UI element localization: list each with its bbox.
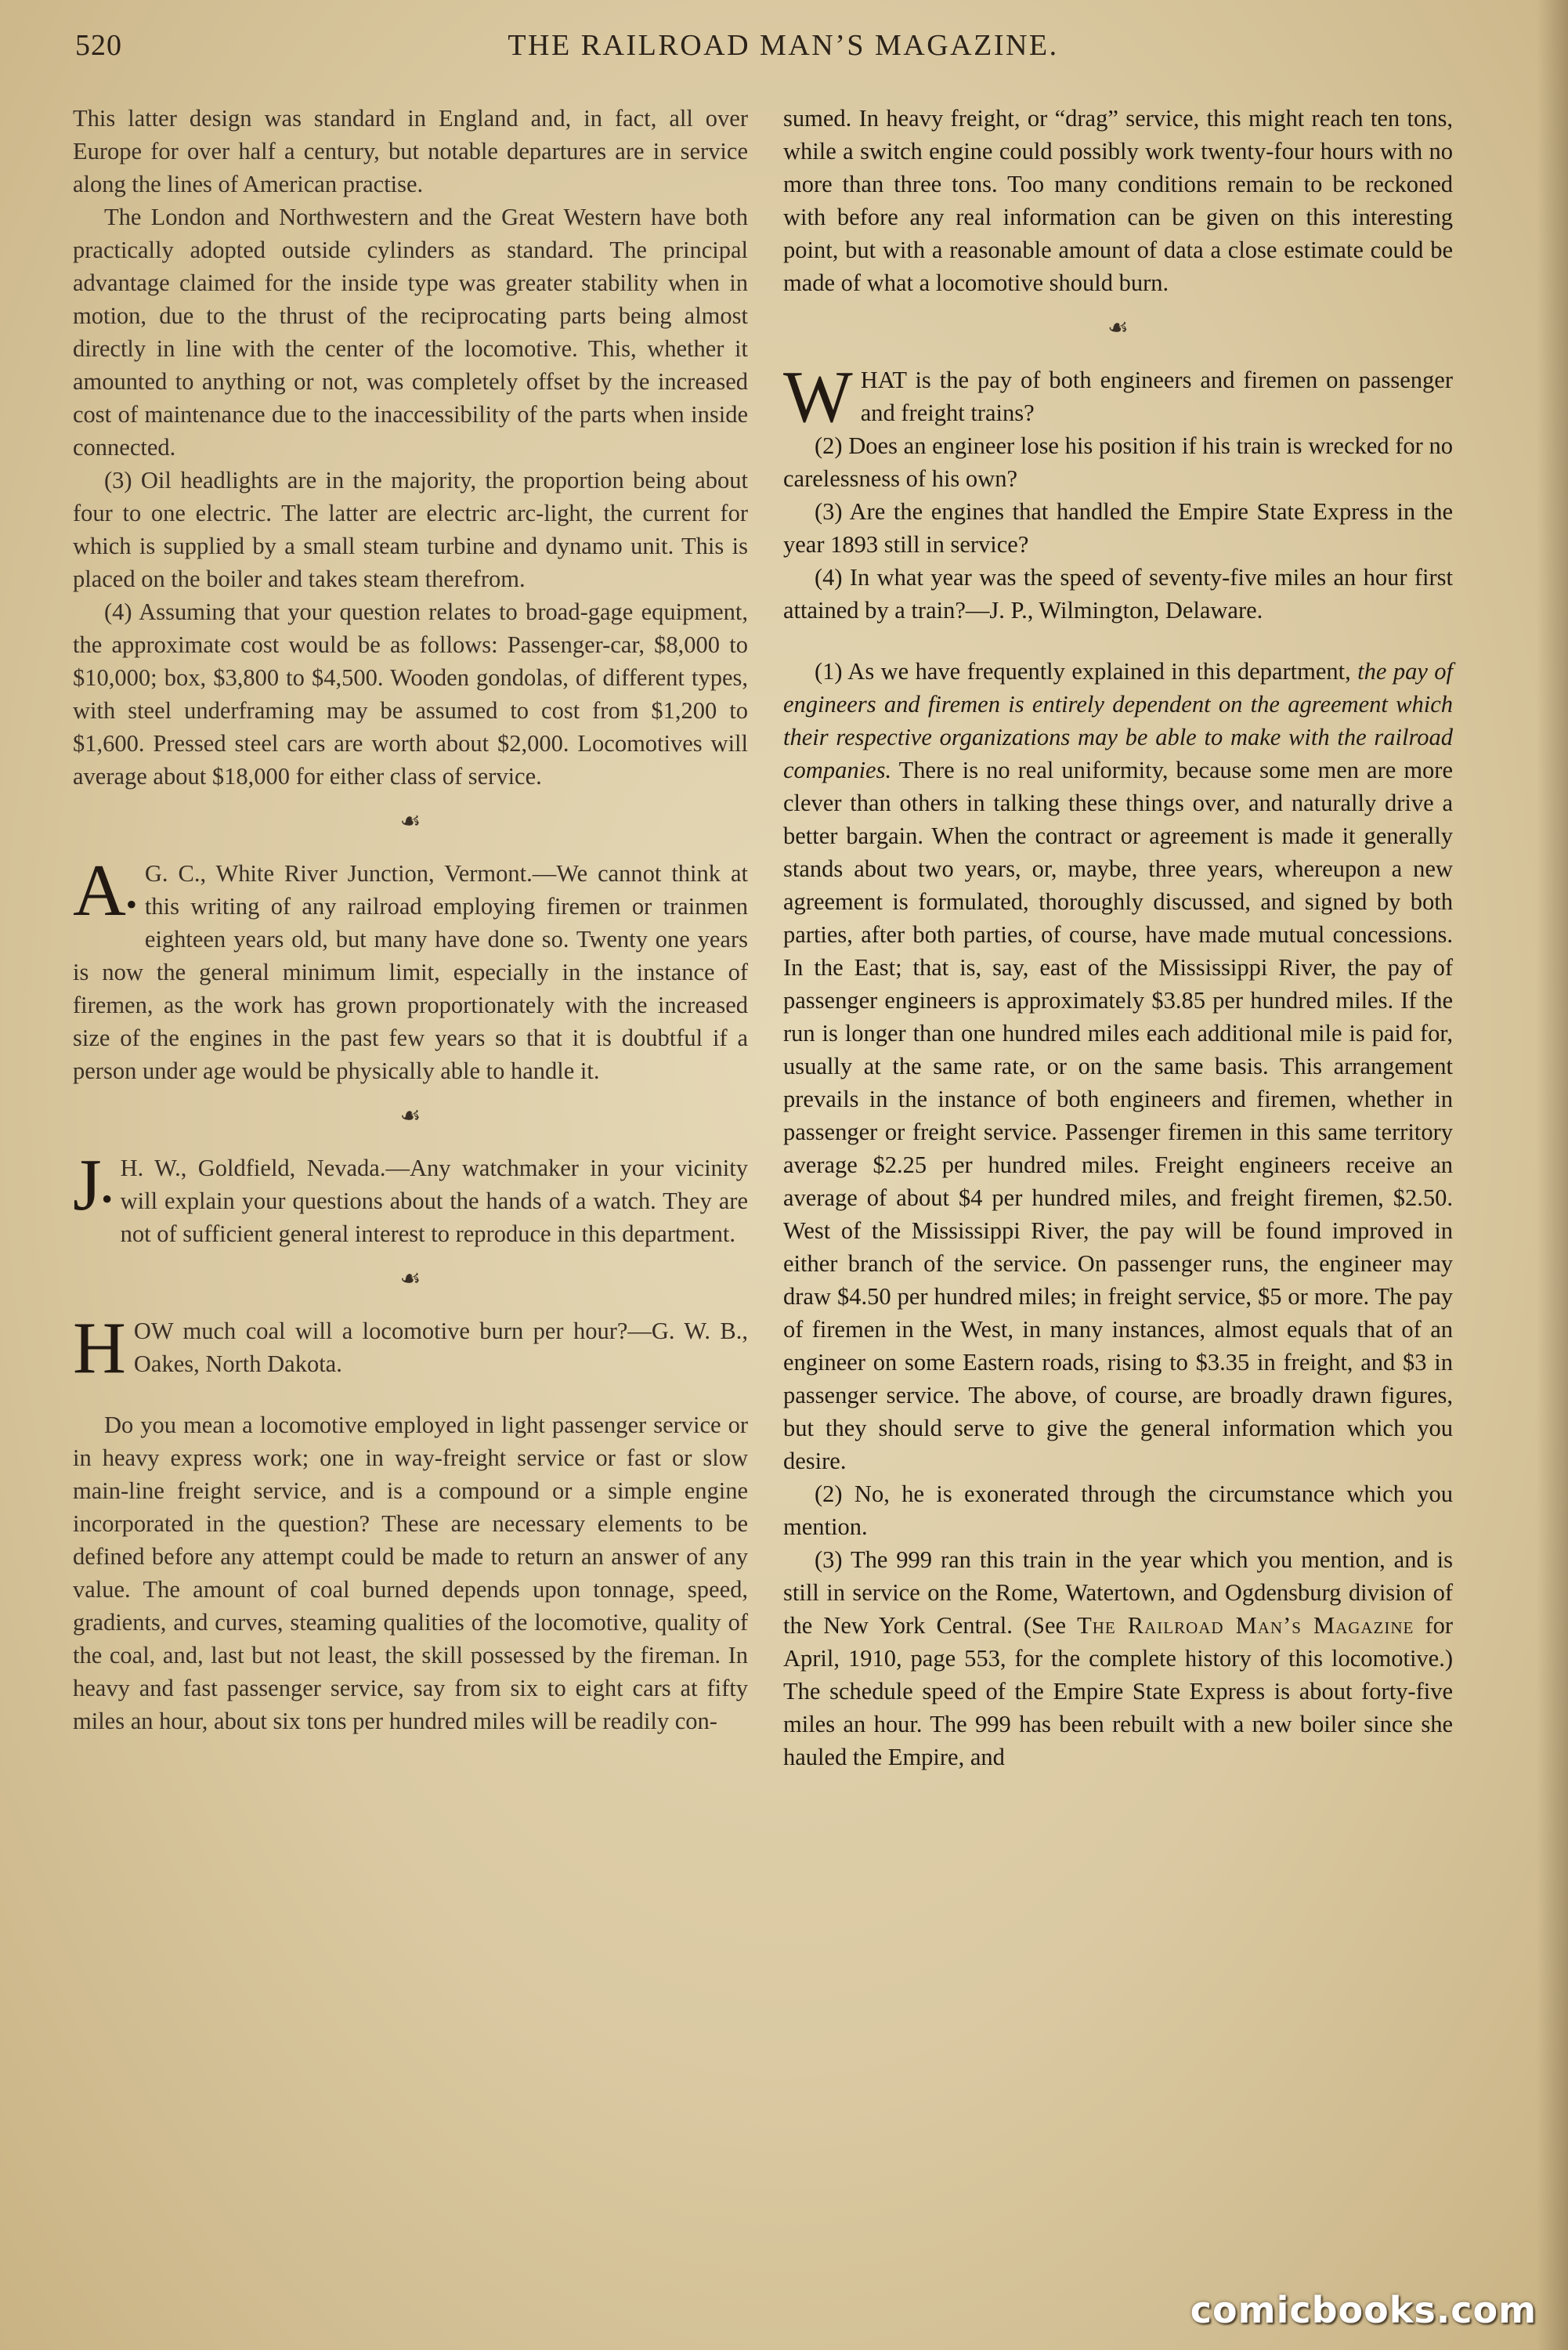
question-coal-text: OW much coal will a locomotive burn per hour?—G. W. B., Oakes, North Dakota. xyxy=(133,1318,748,1377)
answer-1-italic: the pay of engineers and firemen is entirely dependent on the agreement which their respective organizations may be able to make with the railroad companies. xyxy=(783,658,1453,783)
paragraph: The London and Northwestern and the Great Western have both practically adopted outside cylinders as standard. The principal advantage claimed for the inside type was greater stability when in motion, due to the thrust of the reciprocating parts being almost directly in line with the center of the locomotive. This, whether it amounted to anything or not, was completely offset by the increased cost of maintenance due to the inaccessibility of the parts when inside connected. xyxy=(73,204,748,461)
question-4: (4) In what year was the speed of seventy-five miles an hour first attained by a train?—J. P., Wilmington, Delaware. xyxy=(783,564,1453,624)
letter-jhw-text: H. W., Goldfield, Nevada.—Any watchmaker in your vicinity will explain your questions about the hands of a watch. They are not of sufficient general interest to reproduce in this department. xyxy=(120,1155,748,1247)
drop-cap: J• xyxy=(73,1144,113,1226)
drop-cap: H xyxy=(73,1307,126,1389)
page-number: 520 xyxy=(75,29,122,62)
question-pay-text: HAT is the pay of both engineers and firemen on passenger and freight trains? xyxy=(860,367,1453,426)
section-ornament: ☙ xyxy=(399,1266,421,1292)
page-fold-shadow xyxy=(1537,0,1568,2350)
answer-1: (1) As we have frequently explained in this department, the pay of engineers and firemen is entirely dependent on the agreement which their respective organizations may be able to make with the railroad companies. There is no real uniformity, because some men are more clever than others in talking these things over, and naturally drive a better bargain. When the contract or agreement is made it generally stands about two years, or, maybe, three years, whereupon a new agreement is formulated, thoroughly discussed, and signed by both parties, after both parties, of course, have made mutual concessions. In the East; that is, say, east of the Mississippi River, the pay of passenger engineers is approximately $3.85 per hundred miles. If the run is longer than one hundred miles each additional mile is paid for, usually at the same rate, or on the same basis. This arrangement prevails in the instance of both engineers and firemen, whether in passenger or freight service. Passenger firemen in this same territory average $2.25 per hundred miles. Freight engineers receive an average of about $4 per hundred miles, and freight firemen, $2.50. West of the Mississippi River, the pay will be found improved in either branch of the service. On passenger runs, the engineer may draw $4.50 per hundred miles; in freight service, $5 or more. The pay of firemen in the West, in many instances, almost equals that of an engineer on some Eastern roads, rising to $3.35 in freight, and $3 in passenger service. The above, of course, are broadly drawn figures, but they should serve to give the general information which you desire. xyxy=(783,658,1453,1474)
drop-cap: A• xyxy=(73,850,137,931)
drop-cap: W xyxy=(783,356,853,438)
paragraph: (3) Oil headlights are in the majority, the proportion being about four to one electric. The latter are electric arc-light, the current for which is supplied by a small steam turbine and dynamo unit. This is placed on the boiler and takes steam therefrom. xyxy=(73,467,748,592)
section-ornament: ☙ xyxy=(399,808,421,834)
answer-2: (2) No, he is exonerated through the circumstance which you mention. xyxy=(783,1480,1453,1540)
question-2: (2) Does an engineer lose his position if his train is wrecked for no carelessness of his own? xyxy=(783,432,1453,492)
answer-coal: Do you mean a locomotive employed in light passenger service or in heavy express work; one in way-freight service or fast or slow main-line freight service, and is a compound or a simple engine incorporated in the question? These are necessary elements to be defined before any attempt could be made to return an answer of any value. The amount of coal burned depends upon tonnage, speed, gradients, and curves, steaming qualities of the locomotive, quality of the coal, and, last but not least, the skill possessed by the fireman. In heavy and fast passenger service, say from six to eight cars at fifty miles an hour, about six tons per hundred miles will be readily con- xyxy=(73,1412,748,1734)
letter-agc xyxy=(73,850,748,1087)
question-pay xyxy=(783,356,1453,438)
question-3: (3) Are the engines that handled the Empire State Express in the year 1893 still in service? xyxy=(783,498,1453,558)
letter-agc-text: G. C., White River Junction, Vermont.—We cannot think at this writing of any railroad employing firemen or trainmen eighteen years old, but many have done so. Twenty one years is now the general minimum limit, especially in the instance of firemen, as the work has grown proportionately with the increased size of the engines in the past few years so that it is doubtful if a person under age would be physically able to handle it. xyxy=(73,860,748,1084)
magazine-name: The Railroad Man’s Magazine xyxy=(1077,1612,1414,1639)
left-column xyxy=(73,102,748,1737)
letter-jhw xyxy=(73,1144,748,1250)
paragraph: (4) Assuming that your question relates to broad-gage equipment, the approximate cost would be as follows: Passenger-car, $8,000 to $10,000; box, $3,800 to $4,500. Wooden gondolas, of different types, with steel underframing may be assumed to cost from $1,200 to $1,600. Pressed steel cars are worth about $2,000. Locomotives will average about $18,000 for either class of service. xyxy=(73,598,748,790)
answer-3: (3) The 999 ran this train in the year which you mention, and is still in service on the Rome, Watertown, and Ogdensburg division of the New York Central. (See The Railroad Man’s Magazine for April, 1910, page 553, for the complete history of this locomotive.) The schedule speed of the Empire State Express is about forty-five miles an hour. The 999 has been rebuilt with a new boiler since she hauled the Empire, and xyxy=(783,1546,1453,1770)
right-column xyxy=(783,102,1453,1773)
page-header xyxy=(69,28,1498,75)
section-ornament: ☙ xyxy=(399,1103,421,1129)
question-coal xyxy=(73,1307,748,1389)
running-title: THE RAILROAD MAN’S MAGAZINE. xyxy=(508,29,1059,62)
watermark: comicbooks.com xyxy=(1190,2289,1537,2331)
paragraph: sumed. In heavy freight, or “drag” service, this might reach ten tons, while a switch engine could possibly work twenty-four hours with no more than three tons. Too many conditions remain to be reckoned with before any real information can be given on this interesting point, but with a reasonable amount of data a close estimate could be made of what a locomotive should burn. xyxy=(783,105,1453,296)
paragraph: This latter design was standard in England and, in fact, all over Europe for over half a century, but notable departures are in service along the lines of American practise. xyxy=(73,105,748,197)
section-ornament: ☙ xyxy=(1107,315,1129,341)
